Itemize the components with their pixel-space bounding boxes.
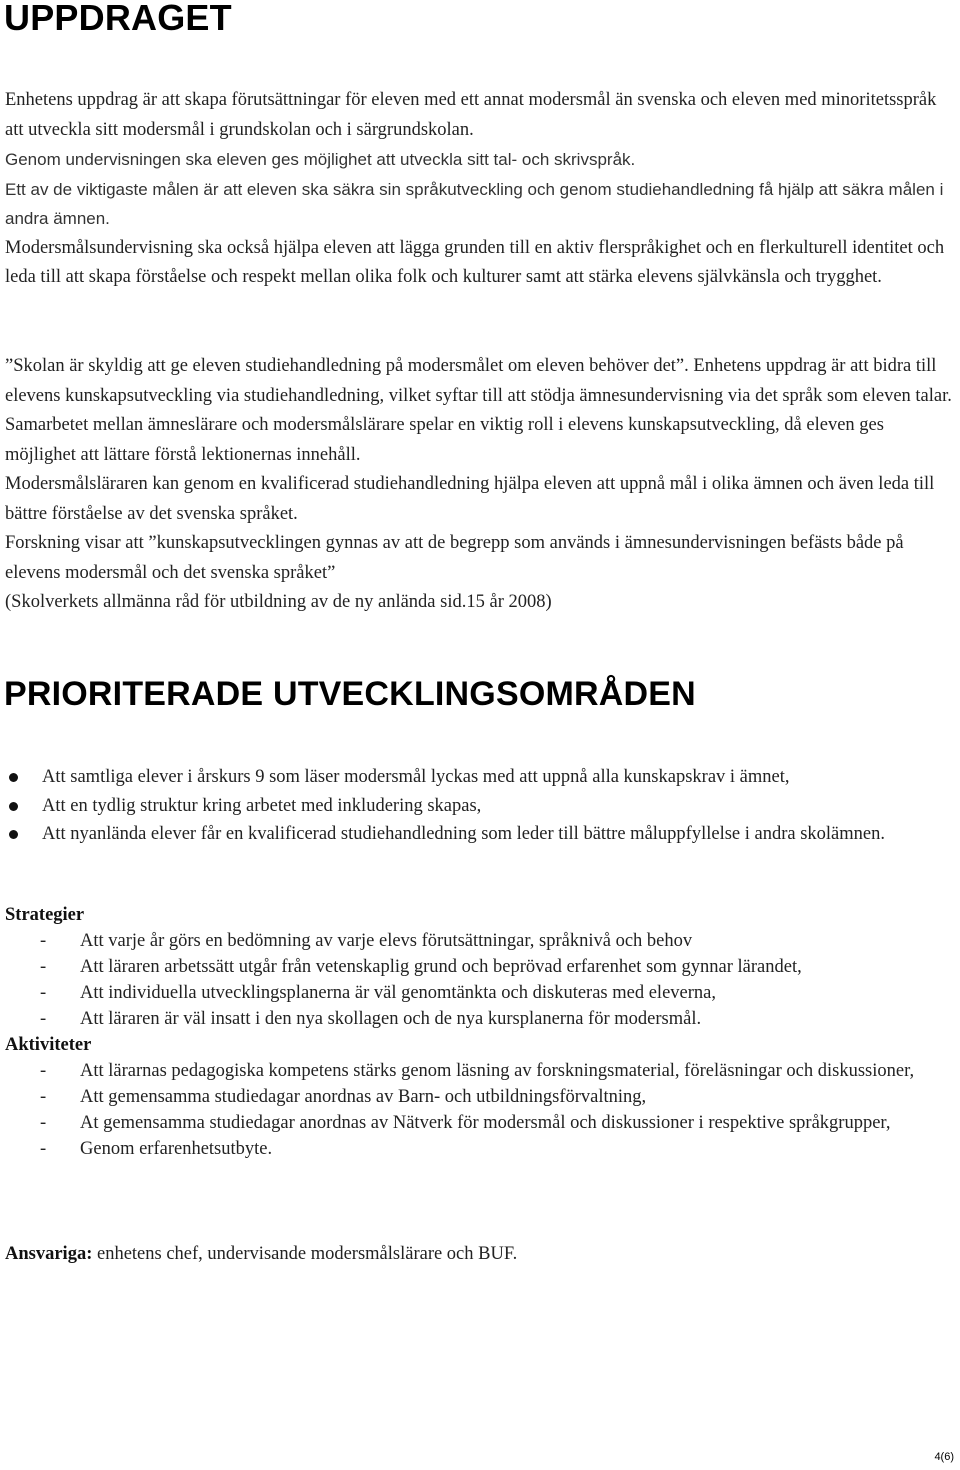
bullet-icon (9, 802, 18, 811)
dash-marker: - (40, 957, 47, 977)
aktiviteter-heading: Aktiviteter (5, 1035, 92, 1055)
studiehandledning-paragraph (5, 352, 957, 470)
citation: (Skolverkets allmänna råd för utbildning av de ny anlända sid.15 år 2008) (5, 592, 552, 612)
dash-marker: - (40, 1087, 47, 1107)
strategy-item (0, 980, 960, 1006)
uppdrag-studiehandledning-text: Enhetens uppdrag är att bidra till elevens kunskapsutveckling via studiehandledning, vilket syftar till att stödja ämnesundervisning via det språk som eleven talar. (5, 356, 952, 406)
strategy-item (0, 928, 960, 954)
forskning-paragraph: Forskning visar att ”kunskapsutvecklingen gynnas av att de begrepp som används i ämnesundervisningen befästs både på elevens modersmål och det svenska språket” (5, 533, 904, 583)
strategy-text: Att individuella utvecklingsplanerna är väl genomtänkta och diskuteras med eleverna, (80, 983, 716, 1003)
intro-text-block (5, 86, 957, 293)
aktiviteter-list (0, 1058, 960, 1162)
intro-paragraph-3: Ett av de viktigaste målen är att eleven ska säkra sin språkutveckling och genom studiehandledning få hjälp att säkra målen i andra ämnen. (5, 179, 944, 228)
priority-bullet-item (0, 820, 955, 849)
priority-bullet-text: Att samtliga elever i årskurs 9 som läser modersmål lyckas med att uppnå alla kunskapskrav i ämnet, (42, 767, 790, 787)
page-number: 4(6) (934, 1451, 954, 1463)
priority-bullet-text: Att en tydlig struktur kring arbetet med inkludering skapas, (42, 795, 482, 816)
dash-marker: - (40, 1113, 47, 1133)
strategy-item (0, 954, 960, 980)
bullet-icon (9, 830, 18, 839)
ansvariga-text: enhetens chef, undervisande modersmålslärare och BUF. (92, 1244, 518, 1264)
ansvariga-line (5, 1241, 517, 1267)
activity-item (0, 1110, 960, 1136)
priority-bullet-item (0, 763, 955, 792)
section-title-prioriterade: PRIORITERADE UTVECKLINGSOMRÅDEN (4, 675, 696, 713)
dash-marker: - (40, 1061, 47, 1081)
activity-text: Att gemensamma studiedagar anordnas av Barn- och utbildningsförvaltning, (80, 1087, 647, 1107)
strategy-text: Att varje år görs en bedömning av varje elevs förutsättningar, språknivå och behov (80, 931, 693, 951)
skollag-quote: ”Skolan är skyldig att ge eleven studiehandledning på modersmålet om eleven behöver det”. (5, 356, 689, 376)
activity-item (0, 1136, 960, 1162)
studiehandledning-text-block (5, 352, 957, 618)
dash-marker: - (40, 931, 47, 951)
strategy-text: Att läraren arbetssätt utgår från vetenskaplig grund och beprövad erfarenhet som gynnar lärandet, (80, 957, 802, 977)
activity-item (0, 1084, 960, 1110)
intro-paragraph-4: Modersmålsundervisning ska också hjälpa eleven att lägga grunden till en aktiv flerspråkighet och en flerkulturell identitet och leda till att skapa förståelse och respekt mellan olika folk och kulturer samt att stärka elevens självkänsla och trygghet. (5, 237, 945, 287)
samarbete-text: Samarbetet mellan ämneslärare och modersmålslärare spelar en viktig roll i elevens kunskapsutveckling, då eleven ges möjlighet att lättare förstå lektionernas innehåll. (5, 415, 884, 465)
bullet-icon (9, 773, 18, 782)
priority-bullet-list (0, 763, 955, 849)
strategier-heading: Strategier (5, 905, 85, 925)
dash-marker: - (40, 1139, 47, 1159)
strategy-text: Att läraren är väl insatt i den nya skollagen och de nya kursplanerna för modersmål. (80, 1009, 702, 1029)
intro-paragraph-1: Enhetens uppdrag är att skapa förutsättningar för eleven med ett annat modersmål än svenska och eleven med minoritetsspråk att utveckla sitt modersmål i grundskolan och i särgrundskolan. (5, 90, 937, 140)
modersmalslararen-paragraph: Modersmålsläraren kan genom en kvalificerad studiehandledning hjälpa eleven att uppnå mål i olika ämnen och även leda till bättre förståelse av det svenska språket. (5, 474, 935, 524)
intro-paragraph-2: Genom undervisningen ska eleven ges möjlighet att utveckla sitt tal- och skrivspråk. (5, 150, 636, 169)
activity-text: At gemensamma studiedagar anordnas av Nätverk för modersmål och diskussioner i respektive språkgrupper, (80, 1113, 891, 1133)
activity-item (0, 1058, 960, 1084)
activity-text: Att lärarnas pedagogiska kompetens stärks genom läsning av forskningsmaterial, föreläsningar och diskussioner, (80, 1061, 915, 1081)
priority-bullet-item (0, 792, 955, 821)
ansvariga-label: Ansvariga: (5, 1244, 93, 1264)
section-title-uppdraget: UPPDRAGET (4, 0, 232, 38)
dash-marker: - (40, 983, 47, 1003)
strategier-list (0, 928, 960, 1032)
priority-bullet-text: Att nyanlända elever får en kvalificerad studiehandledning som leder till bättre måluppfyllelse i andra skolämnen. (42, 824, 885, 844)
activity-text: Genom erfarenhetsutbyte. (80, 1139, 273, 1159)
strategy-item (0, 1006, 960, 1032)
dash-marker: - (40, 1009, 47, 1029)
